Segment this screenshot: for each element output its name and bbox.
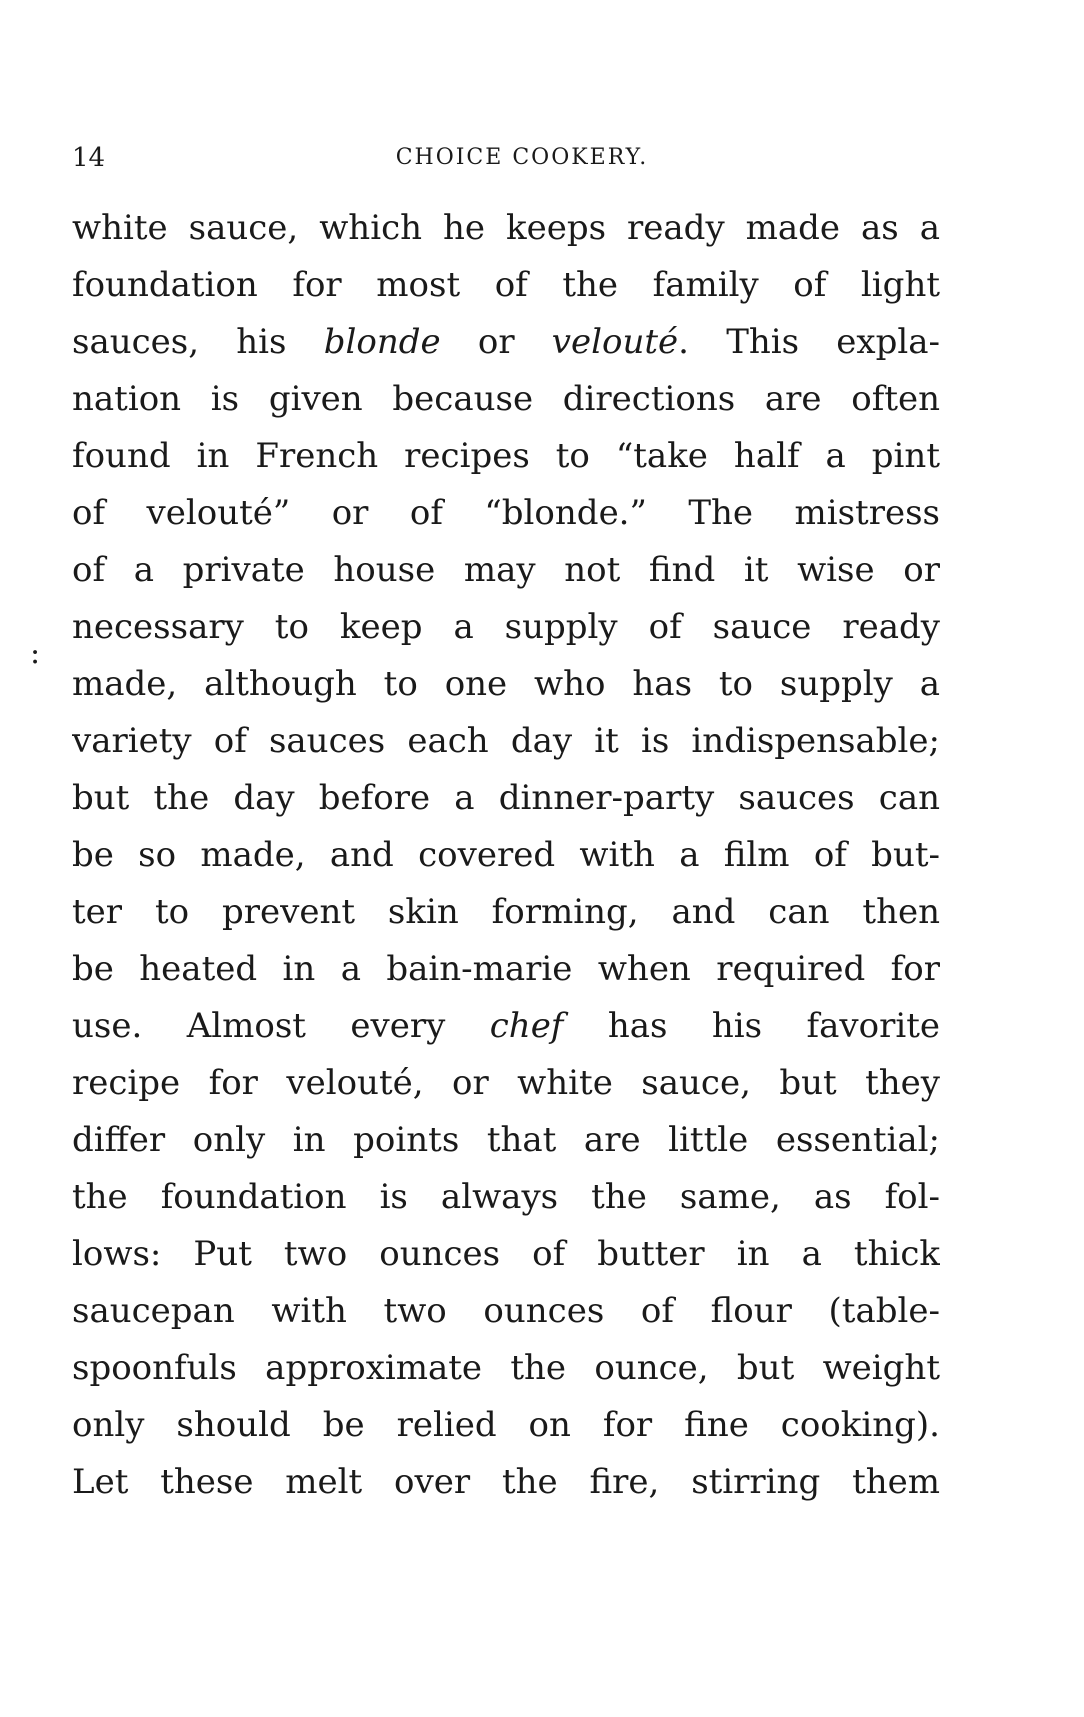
text-line: the foundation is always the same, as fol- — [72, 1177, 940, 1217]
text-line: of velouté” or of “blonde.” The mistress — [72, 493, 940, 533]
text-line: but the day before a dinner-party sauces can — [72, 778, 940, 818]
page-number: 14 — [72, 143, 106, 173]
running-title: CHOICE COOKERY. — [395, 145, 649, 170]
text-line: lows: Put two ounces of butter in a thick — [72, 1234, 940, 1274]
text-line: ter to prevent skin forming, and can then — [72, 892, 940, 932]
text-line: nation is given because directions are often — [72, 379, 940, 419]
text-run: . This expla- — [678, 322, 940, 362]
text-line: necessary to keep a supply of sauce ready — [72, 607, 940, 647]
italic-word: blonde — [323, 322, 441, 362]
italic-word: velouté — [551, 322, 679, 362]
text-line — [72, 998, 940, 1055]
text-run: or — [440, 322, 552, 362]
text-line: be heated in a bain-marie when required for — [72, 949, 940, 989]
text-run: use. Almost every — [72, 1006, 490, 1046]
page-header — [72, 138, 932, 178]
text-line: only should be relied on for fine cooking). — [72, 1405, 940, 1445]
text-line: made, although to one who has to supply a — [72, 664, 940, 704]
text-line: foundation for most of the family of light — [72, 265, 940, 305]
text-line: saucepan with two ounces of flour (table- — [72, 1291, 940, 1331]
body-text — [72, 200, 940, 1511]
text-line — [72, 314, 940, 371]
margin-mark: : — [30, 636, 41, 671]
text-line: spoonfuls approximate the ounce, but weight — [72, 1348, 940, 1388]
text-run: sauces, his — [72, 322, 324, 362]
text-line: be so made, and covered with a film of but- — [72, 835, 940, 875]
italic-word: chef — [489, 1006, 564, 1046]
text-run: has his favorite — [563, 1006, 940, 1046]
text-line: variety of sauces each day it is indispensable; — [72, 721, 940, 761]
text-line: found in French recipes to “take half a pint — [72, 436, 940, 476]
text-line: white sauce, which he keeps ready made as a — [72, 208, 940, 248]
text-line: recipe for velouté, or white sauce, but they — [72, 1063, 940, 1103]
text-line: Let these melt over the fire, stirring them — [72, 1462, 940, 1502]
text-line: differ only in points that are little essential; — [72, 1120, 940, 1160]
text-line: of a private house may not find it wise or — [72, 550, 940, 590]
